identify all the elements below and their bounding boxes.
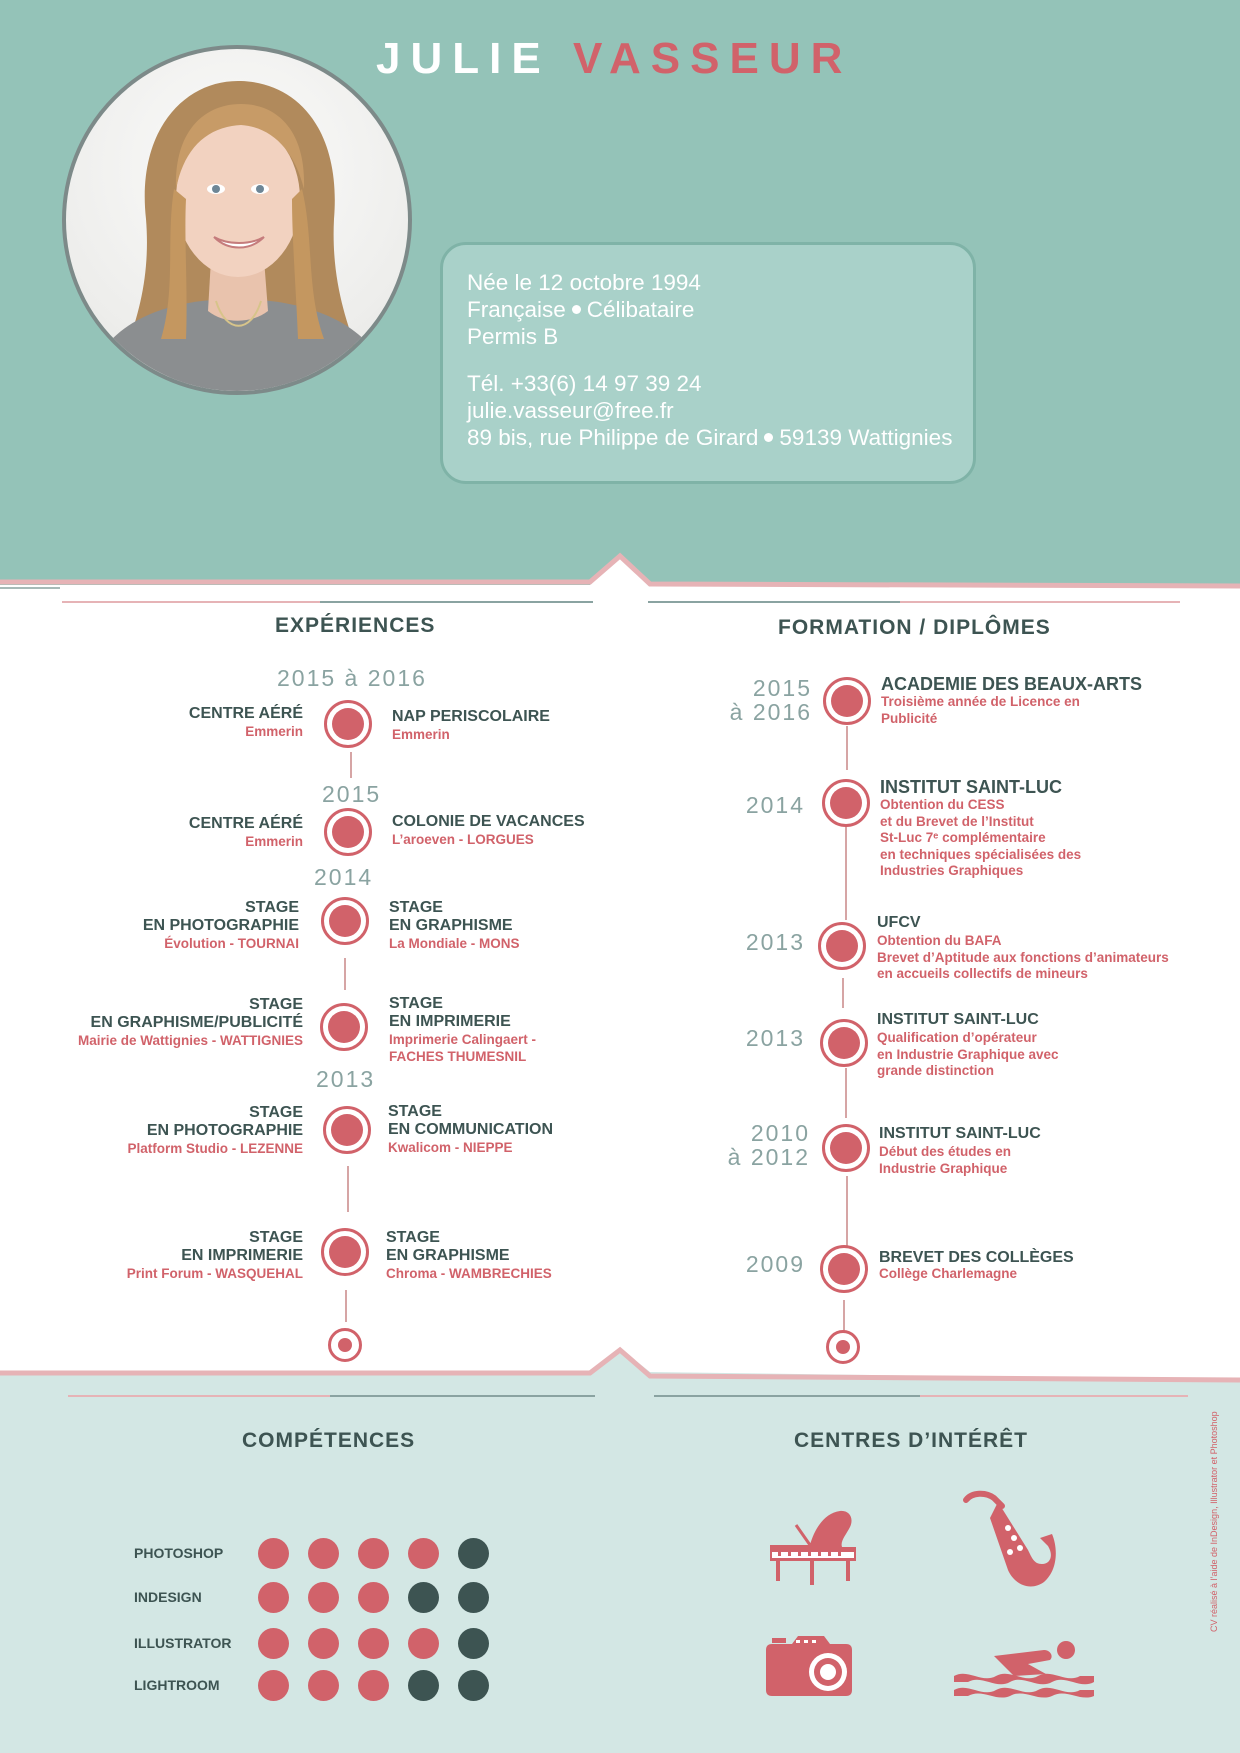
skill-level-dot — [458, 1582, 489, 1613]
experience-entry-right: STAGE EN GRAPHISME Chroma - WAMBRECHIES — [386, 1229, 552, 1281]
experiences-title: EXPÉRIENCES — [275, 614, 436, 637]
full-name — [376, 34, 852, 84]
timeline-node — [321, 1228, 369, 1276]
skill-level-dot — [358, 1628, 389, 1659]
experience-entry-left: CENTRE AÉRÉ Emmerin — [188, 705, 303, 739]
formation-year: 2013 — [745, 929, 805, 955]
profile-photo — [62, 45, 412, 395]
formation-year: 2014 — [745, 792, 805, 818]
timeline-connector — [845, 1068, 847, 1118]
formation-entry: INSTITUT SAINT-LUC Qualification d’opérateur en Industrie Graphique avec grande distinction — [877, 1011, 1059, 1078]
experience-entry-left: STAGE EN PHOTOGRAPHIE Évolution - TOURNAI — [142, 899, 299, 951]
skill-label: PHOTOSHOP — [134, 1545, 224, 1561]
timeline-node — [324, 808, 372, 856]
driving-license: Permis B — [467, 324, 559, 349]
timeline-node — [324, 700, 372, 748]
phone-number: Tél. +33(6) 14 97 39 24 — [467, 371, 702, 396]
last-name: VASSEUR — [572, 34, 853, 83]
timeline-connector — [347, 1166, 349, 1212]
camera-icon — [766, 1632, 852, 1703]
timeline-connector — [345, 1290, 347, 1322]
formation-year: 2015 à 2016 — [729, 675, 812, 725]
skill-level-dot — [358, 1538, 389, 1569]
experience-entry-right: STAGE EN IMPRIMERIE Imprimerie Calingaert - FACHES THUMESNIL — [389, 995, 537, 1064]
timeline-end — [826, 1330, 860, 1364]
experience-entry-left: STAGE EN PHOTOGRAPHIE Platform Studio - LEZENNE — [127, 1104, 303, 1156]
experience-entry-right: STAGE EN GRAPHISME La Mondiale - MONS — [389, 899, 520, 951]
timeline-node — [823, 677, 871, 725]
birth-date: Née le 12 octobre 1994 — [467, 270, 701, 295]
timeline-node — [323, 1106, 371, 1154]
skill-level-dot — [308, 1582, 339, 1613]
timeline-node — [822, 1124, 870, 1172]
portrait-illustration — [66, 49, 408, 391]
formation-entry: UFCV Obtention du BAFA Brevet d’Aptitude aux fonctions d’animateurs en accueils collectifs de mineurs — [877, 914, 1169, 981]
timeline-node — [822, 779, 870, 827]
timeline-node — [820, 1019, 868, 1067]
interests-title: CENTRES D’INTÉRÊT — [794, 1429, 1029, 1452]
skills-title: COMPÉTENCES — [242, 1429, 416, 1452]
formation-year: 2010 à 2012 — [727, 1120, 810, 1170]
personal-info-card — [440, 242, 976, 484]
exp-year: 2014 — [314, 864, 374, 890]
credit-text: CV réalisé à l’aide de InDesign, Illustrator et Photoshop — [1209, 1411, 1219, 1632]
saxophone-icon — [962, 1488, 1058, 1603]
skill-level-dot — [408, 1538, 439, 1569]
skill-level-dot — [258, 1582, 289, 1613]
exp-year: 2015 à 2016 — [277, 665, 427, 691]
formation-year: 2009 — [745, 1251, 805, 1277]
timeline-connector — [845, 826, 847, 920]
formation-title: FORMATION / DIPLÔMES — [778, 616, 1051, 639]
nationality-status: Française Célibataire — [467, 297, 695, 322]
bullet-icon — [764, 433, 773, 442]
credit-anchor — [1209, 1411, 1221, 1642]
formation-entry: ACADEMIE DES BEAUX-ARTS Troisième année de Licence en Publicité — [881, 674, 1143, 726]
skill-label: LIGHTROOM — [134, 1677, 220, 1693]
timeline-node — [820, 1245, 868, 1293]
formation-entry: BREVET DES COLLÈGES Collège Charlemagne — [879, 1249, 1074, 1281]
skill-level-dot — [458, 1538, 489, 1569]
skill-label: ILLUSTRATOR — [134, 1635, 232, 1651]
timeline-node — [818, 922, 866, 970]
timeline-connector — [843, 1300, 845, 1334]
timeline-end — [328, 1328, 362, 1362]
first-name: JULIE — [376, 34, 551, 83]
skill-level-dot — [258, 1538, 289, 1569]
skill-level-dot — [258, 1628, 289, 1659]
timeline-node — [320, 1003, 368, 1051]
skill-level-dot — [308, 1670, 339, 1701]
formation-entry: INSTITUT SAINT-LUC Obtention du CESS et du Brevet de l’Institut St-Luc 7ᵉ complémentaire en techniques spécialisées des Industries Graphiques — [880, 777, 1082, 878]
formation-entry: INSTITUT SAINT-LUC Début des études en Industrie Graphique — [879, 1125, 1041, 1176]
timeline-connector — [846, 1176, 848, 1246]
experience-entry-right: NAP PERISCOLAIRE Emmerin — [392, 708, 550, 742]
skill-level-dot — [308, 1628, 339, 1659]
skill-level-dot — [308, 1538, 339, 1569]
skill-level-dot — [458, 1628, 489, 1659]
exp-year: 2015 — [322, 781, 382, 807]
experience-entry-left: STAGE EN IMPRIMERIE Print Forum - WASQUEHAL — [126, 1229, 303, 1281]
piano-icon — [762, 1505, 862, 1592]
experience-entry-left: CENTRE AÉRÉ Emmerin — [188, 815, 303, 849]
skill-level-dot — [358, 1670, 389, 1701]
timeline-connector — [842, 978, 844, 1008]
skill-level-dot — [408, 1628, 439, 1659]
skill-level-dot — [358, 1582, 389, 1613]
email-address: julie.vasseur@free.fr — [467, 398, 674, 423]
skill-level-dot — [258, 1670, 289, 1701]
timeline-connector — [846, 726, 848, 770]
experience-entry-left: STAGE EN GRAPHISME/PUBLICITÉ Mairie de Wattignies - WATTIGNIES — [77, 996, 303, 1048]
bullet-icon — [572, 305, 581, 314]
skill-level-dot — [408, 1582, 439, 1613]
exp-year: 2013 — [316, 1066, 376, 1092]
timeline-connector — [344, 958, 346, 990]
postal-address: 89 bis, rue Philippe de Girard 59139 Wattignies — [467, 425, 953, 450]
swimming-icon — [954, 1636, 1094, 1707]
skill-level-dot — [458, 1670, 489, 1701]
formation-year: 2013 — [745, 1025, 805, 1051]
skill-label: INDESIGN — [134, 1589, 202, 1605]
skill-level-dot — [408, 1670, 439, 1701]
experience-entry-right: STAGE EN COMMUNICATION Kwalicom - NIEPPE — [388, 1103, 554, 1155]
timeline-connector — [350, 752, 352, 778]
timeline-node — [321, 897, 369, 945]
experience-entry-right: COLONIE DE VACANCES L’aroeven - LORGUES — [392, 813, 585, 847]
